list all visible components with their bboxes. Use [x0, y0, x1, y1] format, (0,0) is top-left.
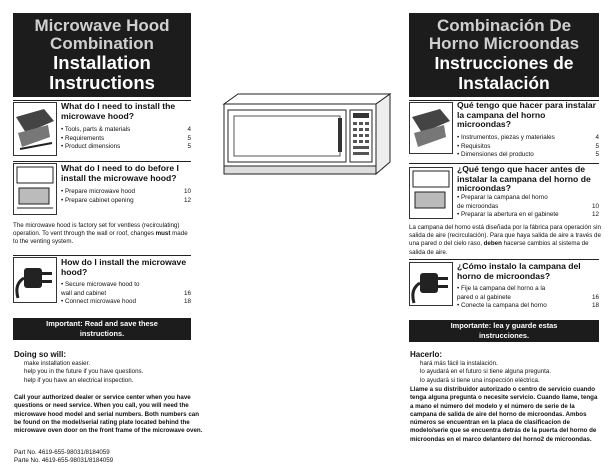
toc-item[interactable] — [457, 151, 599, 160]
left-section-3-title: How do I install the microwave hood? — [61, 257, 187, 277]
toc-item[interactable] — [457, 302, 599, 311]
right-venting-note — [409, 224, 601, 257]
toc-item-label: • Secure microwave hood to wall and cabinet — [61, 281, 140, 297]
toc-item[interactable] — [61, 126, 191, 135]
toc-item-page: 5 — [187, 143, 191, 151]
toc-item-page: 16 — [183, 289, 191, 297]
list-item: help if you have an electrical inspection. — [24, 376, 134, 384]
left-dealer-text: Call your authorized dealer or service center when you have questions or need service. When you call, you will need the microwave hood model and serial numbers. Both numbers can be found on the model/serial rating plate located behind the microwave oven door on the front frame of the microwave oven. — [14, 394, 203, 435]
right-doing-so-heading: Hacerlo: — [410, 350, 443, 359]
left-important-text: Important: Read and save these instructions. — [46, 319, 158, 338]
left-title-line-2: Combination — [50, 34, 154, 53]
toc-item-label: • Connect microwave hood — [61, 298, 137, 306]
toc-item-label: • Dimensiones del producto — [457, 151, 534, 159]
left-note-pre: The microwave hood is factory set for ventless (recirculating) operation. To vent through the wall or roof, changes — [13, 222, 180, 238]
toc-item-label: • Prepare microwave hood — [61, 188, 135, 195]
left-section-2-title: What do I need to do before I install the microwave hood? — [61, 163, 179, 183]
right-title-line-3: Instrucciones de — [434, 53, 574, 73]
left-note-post: made to the venting system. — [13, 230, 188, 246]
right-title-banner — [409, 13, 599, 97]
toc-item-label: • Tools, parts & materials — [61, 126, 131, 133]
left-venting-note — [13, 222, 191, 247]
right-note-bold: deben — [483, 240, 502, 248]
left-section-3-rule — [13, 255, 191, 256]
left-doing-so-list — [24, 360, 194, 385]
toc-item[interactable] — [457, 211, 599, 220]
right-doing-so-list — [420, 360, 600, 385]
left-note-bold: must — [155, 230, 171, 238]
toc-item-page: 18 — [183, 298, 191, 306]
left-part-numbers — [14, 449, 204, 466]
right-cabinet-illustration — [409, 167, 453, 219]
toc-item[interactable] — [457, 285, 599, 302]
list-item: help you in the future if you have questions. — [24, 368, 144, 376]
toc-item-page: 10 — [183, 188, 191, 195]
toc-item-page: 4 — [187, 126, 191, 133]
left-doing-so-heading: Doing so will: — [14, 350, 66, 359]
toc-item-label: • Requisitos — [457, 142, 491, 150]
right-section-3-list — [457, 285, 599, 311]
toc-item[interactable] — [457, 194, 599, 211]
toc-item[interactable] — [457, 143, 599, 152]
toc-item-page: 16 — [591, 293, 599, 301]
toc-item-label: • Product dimensions — [61, 143, 121, 151]
toc-item[interactable] — [61, 197, 191, 206]
right-title-line-4: Instalación — [458, 73, 550, 93]
list-item: make installation easier. — [24, 360, 91, 367]
toc-item-page: 10 — [591, 202, 599, 210]
left-section-2-rule — [13, 161, 191, 162]
toc-item[interactable] — [457, 134, 599, 143]
right-section-1-title: Qué tengo que hacer para instalar la campana del horno microondas? — [457, 100, 596, 130]
left-cabinet-illustration — [13, 163, 57, 215]
list-item: lo ayudará en el futuro si tiene alguna pregunta. — [420, 368, 552, 376]
left-section-1-title: What do I need to install the microwave hood? — [61, 101, 176, 121]
list-item: lo ayudará si tiene una inspección eléctrica. — [420, 376, 540, 384]
toc-item-label: • Preparar la campana del horno de microondas — [457, 194, 548, 210]
left-title-line-4: Instructions — [49, 72, 155, 93]
toc-item-label: • Fije la campana del horno a la pared o al gabinete — [457, 285, 546, 301]
toc-item-page: 12 — [183, 196, 191, 204]
toc-item-label: • Conecte la campana del horno — [457, 302, 547, 310]
toc-item[interactable] — [61, 281, 191, 298]
toc-item-label: • Prepare cabinet opening — [61, 196, 134, 204]
left-section-1-list — [61, 126, 191, 152]
right-title-line-1: Combinación De — [436, 16, 572, 35]
left-section-3-list — [61, 281, 191, 307]
toc-item-page: 4 — [595, 134, 599, 141]
toc-item[interactable] — [61, 135, 191, 144]
toc-item-label: • Requirements — [61, 134, 105, 142]
part-number: Parte No. 4619-655-98031/8184059 — [14, 457, 114, 465]
toc-item-page: 18 — [591, 302, 599, 310]
right-section-3-rule — [409, 259, 599, 260]
right-section-1-list — [457, 134, 599, 160]
right-title-line-2: Horno Microondas — [428, 34, 580, 53]
left-section-2-list — [61, 188, 191, 205]
right-note-post: hacerse cambios al sistema de salida de aire. — [409, 240, 589, 256]
right-section-2-list — [457, 194, 599, 220]
toc-item-page: 5 — [187, 134, 191, 142]
left-plug-illustration — [13, 257, 57, 303]
right-tools-illustration — [409, 102, 453, 154]
list-item: hará más fácil la instalación. — [420, 360, 498, 367]
left-title-line-3: Installation — [53, 52, 151, 73]
right-important-banner — [409, 320, 599, 342]
toc-item-page: 5 — [595, 142, 599, 150]
toc-item-label: • Instrumentos, piezas y materiales — [457, 134, 555, 141]
right-important-text: Importante: lea y guarde estas instrucciones. — [450, 321, 558, 340]
toc-item-page: 12 — [591, 211, 599, 219]
part-number: Part No. 4619-655-98031/8184059 — [14, 449, 110, 456]
left-title-banner — [13, 13, 191, 97]
right-dealer-text: Llame a su distribuidor autorizado o centro de servicio cuando tenga alguna pregunta o necesite servicio. Cuando llame, tenga a mano el número del modelo y el número de serie de la campana de salida de aire del horno de microondas. Ambos números se encuentran en la placa de clasificacion de modelo/serie que se encuentra detrás de la puerta del horno de microondas en el marco delantero del horno2 de microondas. — [410, 386, 598, 443]
microwave-illustration — [216, 90, 396, 185]
right-note-pre: La campana del horno está diseñada por la fábrica para operación sin salida de aire (recirculación). Para que haya salida de aire a través de una pared o del cielo raso, — [409, 224, 601, 248]
left-tools-illustration — [13, 102, 57, 156]
toc-item-page: 5 — [595, 151, 599, 159]
toc-item-label: • Preparar la abertura en el gabinete — [457, 211, 559, 219]
right-section-2-title: ¿Qué tengo que hacer antes de instalar la campana del horno de microondas? — [457, 164, 591, 194]
right-section-3-title: ¿Cómo instalo la campana del horno de microondas? — [457, 261, 581, 281]
left-important-banner — [13, 318, 191, 340]
toc-item[interactable] — [61, 188, 191, 197]
left-title-line-1: Microwave Hood — [34, 16, 170, 35]
toc-item[interactable] — [61, 143, 191, 152]
toc-item[interactable] — [61, 298, 191, 307]
right-plug-illustration — [409, 262, 453, 306]
